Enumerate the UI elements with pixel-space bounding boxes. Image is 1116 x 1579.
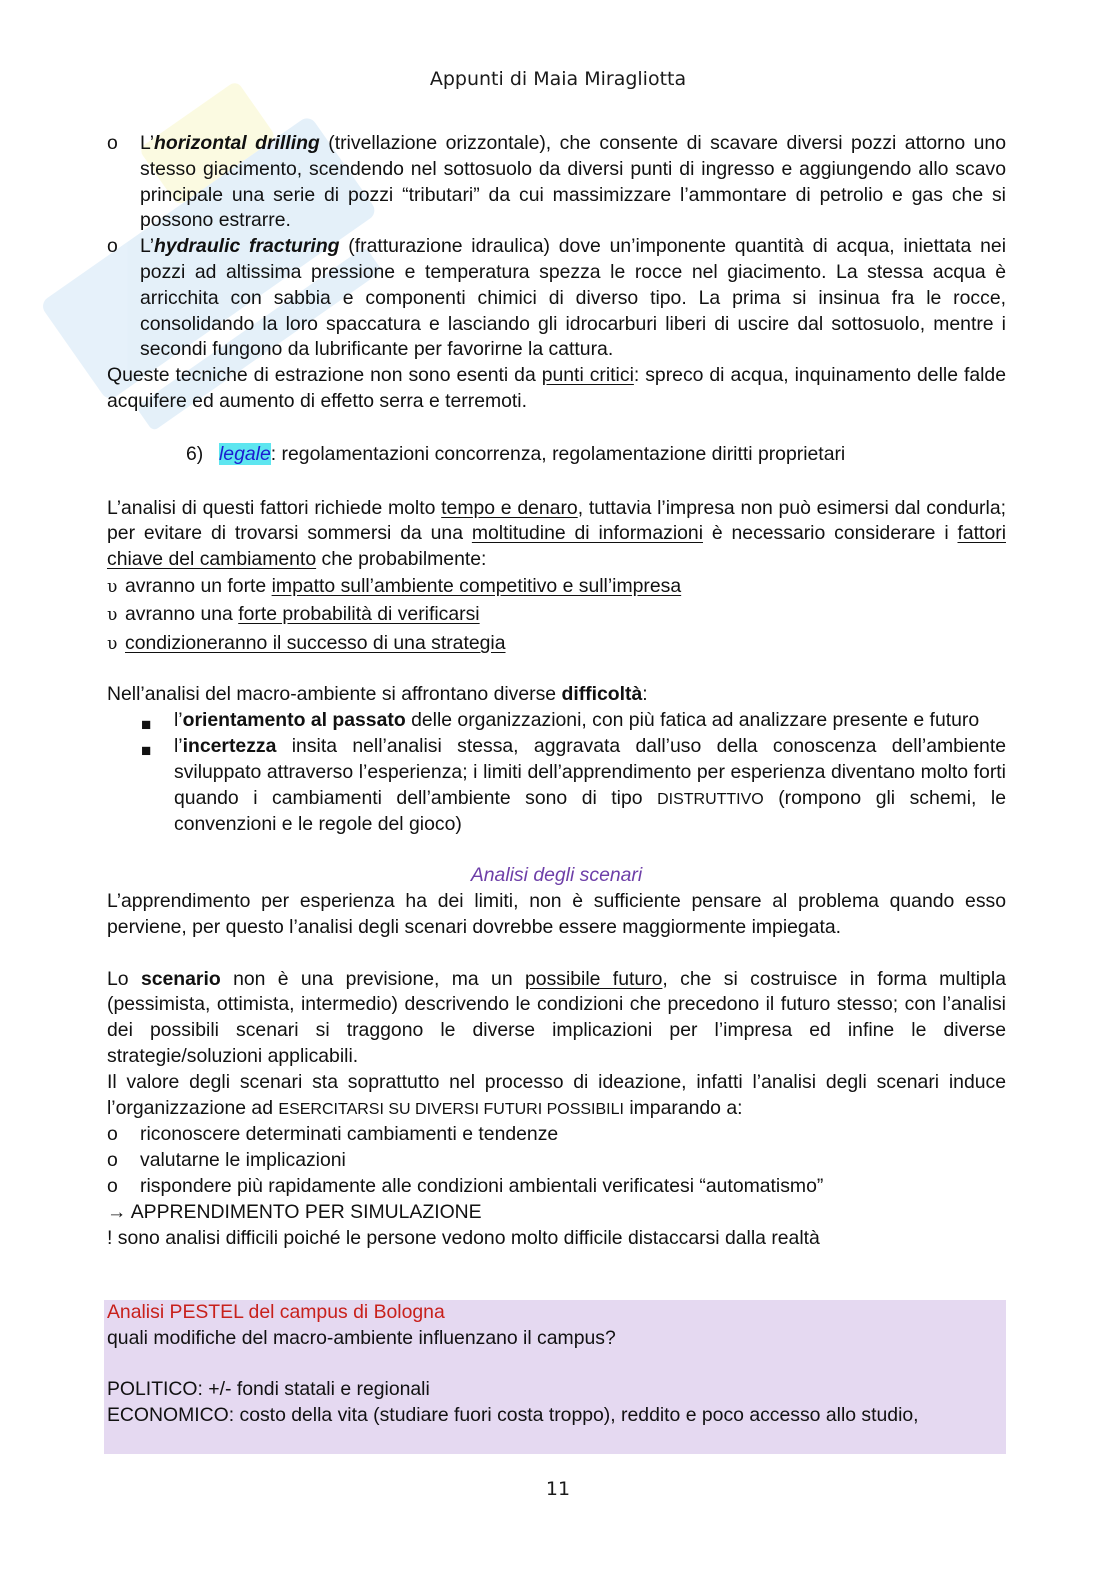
note-line: ! sono analisi difficili poiché le persone vedono molto difficile distaccarsi dalla realtà (107, 1226, 820, 1249)
list-item: ■ l’incertezza insita nell’analisi stessa, aggravata dall’uso della conoscenza dell’ambiente sviluppato attraverso l’esperienza; i limiti dell’apprendimento per esperienza diventano molto forti quando i cambiamenti dell’ambiente sono di tipo DISTRUTTIVO (rompono gli schemi, le convenzioni e le regole del gioco) (141, 735, 1006, 836)
page-number: 11 (545, 1478, 571, 1500)
pestel-box (104, 1300, 1006, 1454)
page-content (107, 131, 1006, 1251)
term-horizontal-drilling: horizontal drilling (154, 132, 320, 154)
difficulties-intro: Nell’analisi del macro-ambiente si affrontano diverse difficoltà: (107, 683, 648, 706)
simulation-line: → APPRENDIMENTO PER SIMULAZIONE (107, 1200, 482, 1223)
list-item: ■ l’orientamento al passato delle organizzazioni, con più fatica ad analizzare presente e futuro (141, 709, 980, 735)
key-factors-list (107, 573, 1006, 659)
pestel-economico: ECONOMICO: costo della vita (studiare fuori costa troppo), reddito e poco accesso allo studio, (107, 1404, 919, 1427)
list-item: o L’hydraulic fracturing (fratturazione idraulica) dove un’imponente quantità di acqua, iniettata nei pozzi ad altissima pressione e temperatura spezza le rocce nel giacimento. La stessa acqua è arricchita con sabbia e componenti chimici di diverso tipo. La prima si insinua fra le rocce, consolidando la loro spaccatura e lasciando gli idrocarburi liberi di uscire dal sottosuolo, mentre i secondi fungono da lubrificante per favorirne la cattura. (107, 235, 1006, 361)
scenari-paragraph-1: L’apprendimento per esperienza ha dei limiti, non è sufficiente pensare al problema quando esso perviene, per questo l’analisi degli scenari dovrebbe essere maggiormente impiegata. (107, 890, 1006, 938)
term-legale: legale (219, 442, 271, 465)
scenari-paragraph-2: Lo scenario non è una previsione, ma un possibile futuro, che si costruisce in forma multipla (pessimista, ottimista, intermedio) descrivendo le condizioni che precedono il futuro stesso; con l’analisi dei possibili scenari si traggono le diverse implicazioni per l’impresa ed infine le diverse strategie/soluzioni applicabili. (107, 967, 1006, 1068)
list-item: υ condizioneranno il successo di una strategia (107, 631, 506, 654)
pestel-box-title: Analisi PESTEL del campus di Bologna (107, 1301, 445, 1323)
list-item: υ avranno una forte probabilità di verificarsi (107, 603, 480, 626)
list-item: o valutarne le implicazioni (107, 1149, 346, 1172)
analysis-paragraph: L’analisi di questi fattori richiede molto tempo e denaro, tuttavia l’impresa non può esimersi dal condurla; per evitare di trovarsi sommersi da una moltitudine di informazioni è necessario considerare i fattori chiave del cambiamento che probabilmente: (107, 496, 1006, 571)
bullet-marker: o (107, 132, 118, 154)
techniques-list (107, 131, 1006, 363)
list-item: o L’horizontal drilling (trivellazione orizzontale), che consente di scavare diversi pozzi attorno uno stesso giacimento, scendendo nel sottosuolo da diversi punti di ingresso e aggiungendo allo scavo principale una serie di pozzi “tributari” da cui massimizzare l’ammontare di petrolio e gas che si possono estrarre. (107, 132, 1006, 232)
list-item: υ avranno un forte impatto sull’ambiente competitivo e sull’impresa (107, 574, 682, 597)
bullet-marker: o (107, 235, 118, 258)
term-hydraulic-fracturing: hydraulic fracturing (154, 235, 340, 258)
section-title-scenari: Analisi degli scenari (470, 864, 643, 887)
scenari-list (107, 1122, 1006, 1199)
list-item: o rispondere più rapidamente alle condizioni ambientali verificatesi “automatismo” (107, 1175, 824, 1197)
page-header: Appunti di Maia Miragliotta (429, 68, 687, 90)
difficulties-list (107, 708, 1006, 838)
list-item: o riconoscere determinati cambiamenti e tendenze (107, 1123, 559, 1146)
legal-item: 6) legale: regolamentazioni concorrenza, regolamentazione diritti proprietari (186, 442, 846, 465)
pestel-politico: POLITICO: +/- fondi statali e regionali (107, 1378, 430, 1401)
pestel-box-question: quali modifiche del macro-ambiente influenzano il campus? (107, 1326, 616, 1349)
critical-points-paragraph: Queste tecniche di estrazione non sono esenti da punti critici: spreco di acqua, inquinamento delle falde acquifere ed aumento di effetto serra e terremoti. (107, 364, 1006, 412)
scenari-paragraph-3: Il valore degli scenari sta soprattutto nel processo di ideazione, infatti l’analisi degli scenari induce l’organizzazione ad ESERCITARSI SU DIVERSI FUTURI POSSIBILI imparando a: (107, 1070, 1006, 1119)
